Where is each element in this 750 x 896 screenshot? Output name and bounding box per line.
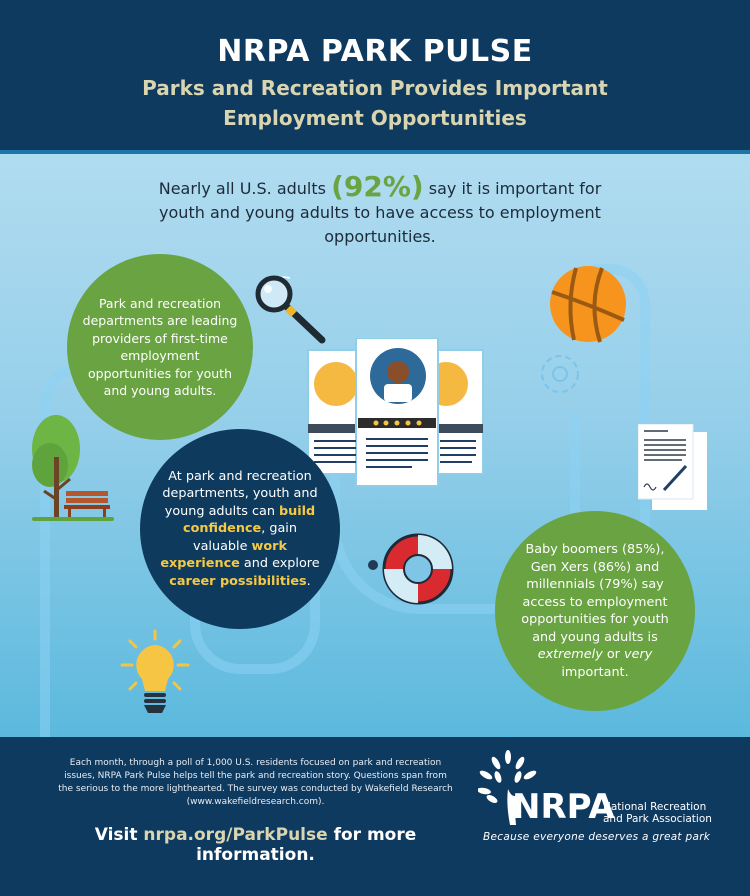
infographic-body [0,154,750,737]
highlight-work-experience: work experience [160,538,287,572]
first-time-employment-circle [67,254,253,440]
benefits-text [158,468,322,591]
header [0,0,750,152]
generations-text-part: or [602,647,625,662]
lightbulb-icon [120,629,190,719]
intro-text: Nearly all U.S. adults [158,179,332,198]
generations-circle [495,511,695,711]
generations-text-part: Baby boomers (85%), Gen Xers (86%) and millennials (79%) say access to employment opportunities for youth and young adults is [521,542,669,645]
intro-text: say it is important for youth and young adults to have access to employment opportunities. [159,179,602,246]
benefits-text-part: , gain valuable [193,521,297,554]
benefits-text-part: At park and recreation departments, youth and young adults can [162,468,318,519]
logo-org-name [603,801,712,825]
subtitle-line-1: Parks and Recreation Provides Important [142,76,608,100]
life-ring-icon [378,529,458,609]
intro-statement [140,170,620,249]
cta-text: Visit [94,825,144,845]
park-pulse-link[interactable]: nrpa.org/ParkPulse [143,825,328,845]
benefits-text-part: and explore [239,556,320,572]
logo-tagline: Because everyone deserves a great park [483,831,711,843]
first-time-employment-text: Park and recreation departments are leading providers of first-time employment opportunities for youth and young adults. [82,295,238,398]
page-title: NRPA PARK PULSE [217,34,533,69]
basketball-icon [548,264,628,344]
benefits-circle [140,429,340,629]
tree-icon [28,409,123,524]
generations-text-part: important. [561,664,629,680]
emphasis-extremely: extremely [537,647,603,662]
emphasis-very: very [624,647,653,662]
cta-text: for more information. [196,825,417,865]
gear-icon [540,344,600,404]
page-subtitle [0,73,750,133]
highlight-career-possibilities: career possibilities [169,573,307,589]
survey-description: Each month, through a poll of 1,000 U.S. residents focused on park and recreation issues, NRPA Park Pulse helps tell the park and recreation story. Questions span from the serious to the more lighthearted. The survey was conducted by Wakefield Research (www.wakefieldresearch.com). [58,758,453,807]
benefits-text-part: . [306,573,311,589]
logo-wordmark: NRPA [512,787,615,827]
org-name-line-2: and Park Association [603,813,712,825]
generations-text [511,541,679,681]
document-signature-icon [638,424,710,512]
call-to-action [58,825,453,865]
dot-decoration [368,560,378,570]
org-name-line-1: National Recreation [603,801,707,813]
resume-cards-icon [306,338,486,488]
footer [0,737,750,896]
bench-icon [64,491,110,518]
intro-percent: (92%) [331,170,424,203]
highlight-build-confidence: build confidence [183,503,316,537]
nrpa-logo [470,749,740,849]
magnifying-glass-icon [250,272,330,347]
subtitle-line-2: Employment Opportunities [223,106,527,130]
